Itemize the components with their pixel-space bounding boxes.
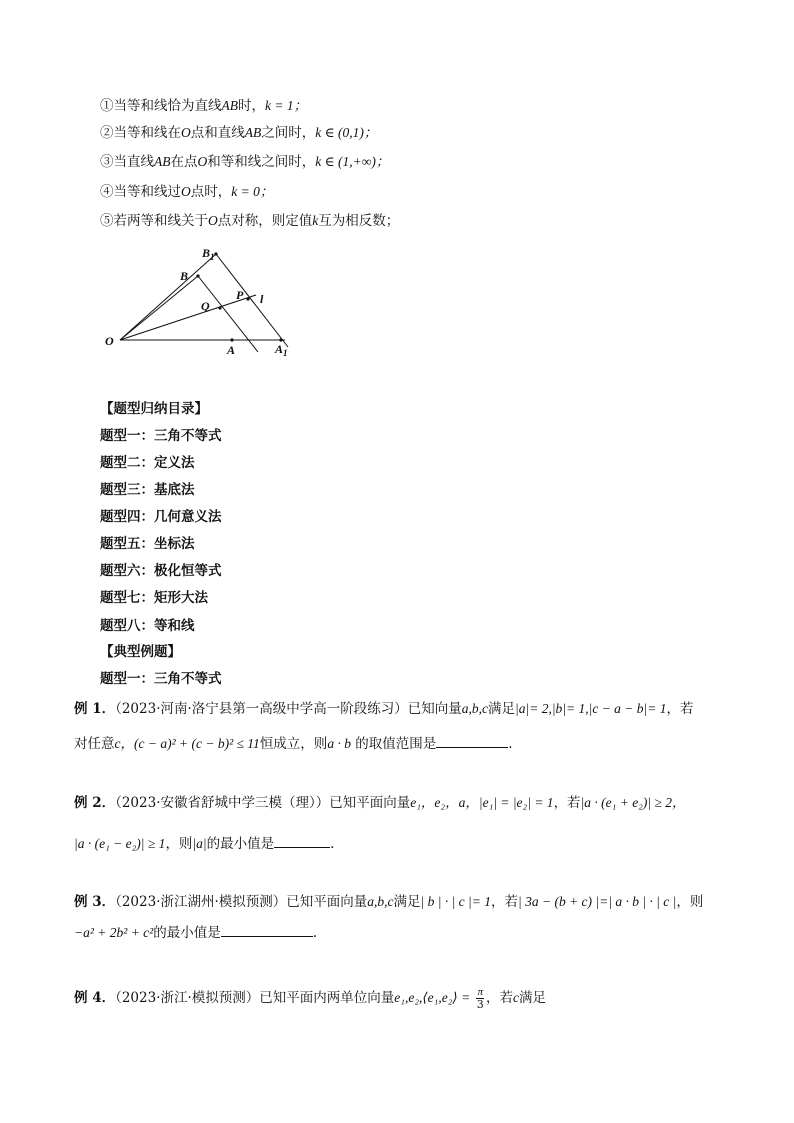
label-l: l [260, 292, 264, 306]
catalog-item-4: 题型四：几何意义法 [100, 509, 222, 525]
example-2-line-2: |a · (e₁ − e₂)| ≥ 1，则|a|的最小值是 . [74, 833, 334, 853]
catalog-item-5: 题型五：坐标法 [100, 536, 195, 552]
line-b1a1 [216, 254, 288, 347]
catalog-item-7: 题型七：矩形大法 [100, 590, 208, 606]
example-1-line-1: 例 1．（2023·河南·洛宁县第一高级中学高一阶段练习）已知向量a,b,c满足|a|= 2,|b|= 1,|c − a − b|= 1，若 [74, 701, 694, 717]
example-1-line-2: 对任意c，(c − a)² + (c − b)² ≤ 11恒成立，则a · b 的取值范围是 . [74, 733, 513, 753]
point-b1 [214, 252, 217, 255]
catalog-heading: 【题型归纳目录】 [100, 401, 208, 417]
line-ba [198, 276, 258, 352]
line-ob1 [120, 254, 216, 340]
example-3-line-2: −a² + 2b² + c²的最小值是 . [74, 922, 317, 942]
property-1: ①当等和线恰为直线AB时，k = 1； [100, 98, 308, 114]
example-2-line-1: 例 2．（2023·安徽省舒城中学三模（理））已知平面向量e₁，e₂，a，|e₁| = |e₂| = 1，若|a · (e₁ + e₂)| ≥ 2， [74, 795, 686, 811]
property-3: ③当直线AB在点O和等和线之间时，k ∈ (1,+∞)； [100, 154, 390, 170]
fraction-pi-over-3: $\frac{\pi}{3}$ [476, 986, 484, 1011]
label-o: O [105, 334, 114, 348]
point-b [196, 274, 199, 277]
catalog-item-6: 题型六：极化恒等式 [100, 563, 222, 579]
label-p: P [236, 288, 244, 302]
examples-heading: 【典型例题】 [100, 644, 181, 660]
catalog-item-3: 题型三：基底法 [100, 482, 195, 498]
point-q [218, 306, 221, 309]
catalog-item-8: 题型八：等和线 [100, 618, 195, 634]
label-a: A [227, 343, 236, 357]
catalog-item-2: 题型二：定义法 [100, 455, 195, 471]
answer-blank-3[interactable] [221, 922, 313, 937]
property-4: ④当等和线过O点时，k = 0； [100, 184, 274, 200]
label-b1: $B_1$ [202, 246, 215, 262]
catalog-item-1: 题型一：三角不等式 [100, 428, 222, 444]
point-a [230, 338, 233, 341]
geometry-figure [100, 240, 300, 365]
label-b: B [180, 269, 189, 283]
section-title: 题型一：三角不等式 [100, 671, 222, 687]
answer-blank-1[interactable] [436, 733, 508, 748]
property-5: ⑤若两等和线关于O点对称，则定值k互为相反数； [100, 213, 400, 229]
answer-blank-2[interactable] [274, 833, 330, 848]
example-3-line-1: 例 3．（2023·浙江湖州·模拟预测）已知平面向量a,b,c满足| b | · | c |= 1，若| 3a − (b + c) |=| a · b | · | c |，则 [74, 894, 704, 910]
label-q: Q [201, 299, 210, 313]
example-4-line-1: 例 4．（2023·浙江·模拟预测）已知平面内两单位向量e₁,e₂,⟨e₁,e₂⟩ = $\frac{\pi}{3}$ ，若c满足 [74, 986, 546, 1011]
line-ob [120, 276, 198, 340]
label-a1: $A_1$ [275, 342, 288, 358]
property-2: ②当等和线在O点和直线AB之间时，k ∈ (0,1)； [100, 125, 378, 141]
point-p [246, 297, 249, 300]
